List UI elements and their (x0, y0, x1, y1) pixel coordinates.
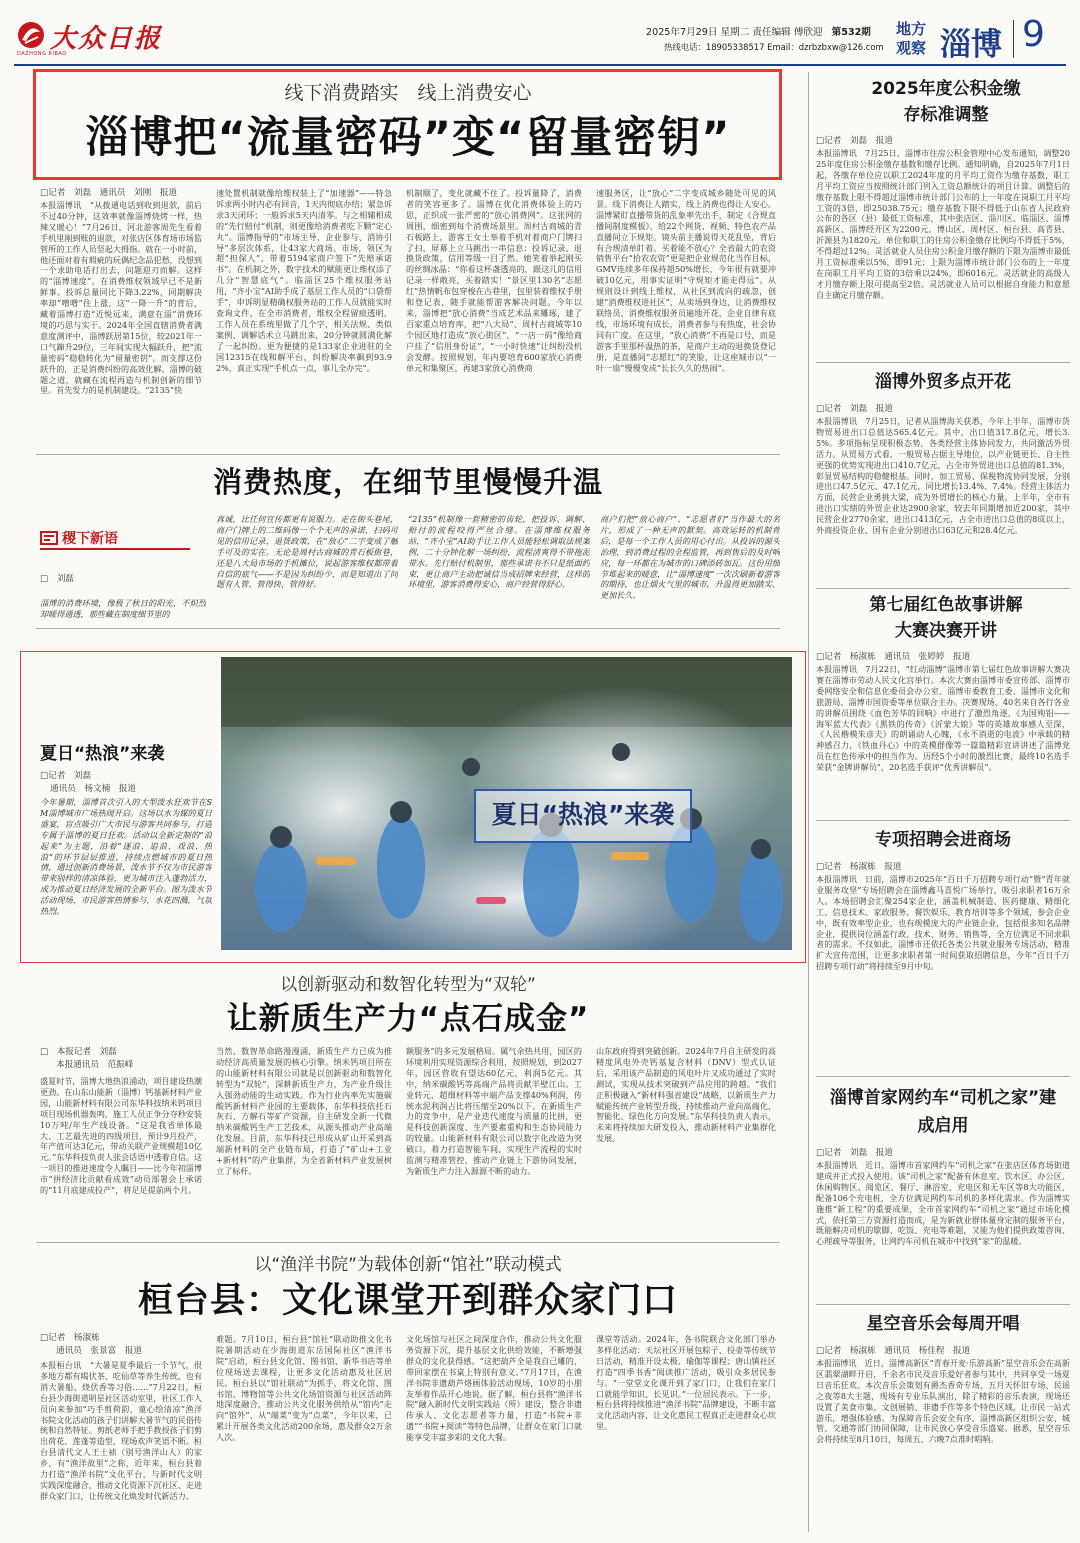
lead-col-4: 速服务区，让“放心”二字变成城乡随处可见的风景。线下消费让人踏实，线上消费也得让人安心。淄博紧盯直播带货的乱象率先出手，制定《合规直播间制度模板》，给22个网货、视频、特色农产品直播间立下规矩。镜头前主播说得天花乱坠，背后有合规清单盯着。买着能不放心？全省最大的农资销售平台“拾农农资”更是把企业规范化当作目标，GMV连续多年保持超50%增长，今年很有就要冲破10亿元，用事实证明“守规矩才能走得远”。从规则设计到线上维权，从社区到流向的疏忽，创建“消费维权进社区”，从卖场到身边，让消费维权联络员、消费维权服务员遍地开花，企业自律有底线，市场环境有成长，消费者参与有热度，社会协同有广度。在这里，“放心消费”不再是口号，而是游客手里那杯温热的茶，是商户主动的退换货登记册，是直播间“志愿红”的笑脸，让这座城市以“一叶一扇”慢慢变成“长长久久的热闹”。 (596, 188, 776, 373)
section-small-1: 地方 (896, 20, 927, 38)
page-number: 9 (1022, 14, 1045, 55)
sidebar-byline-4: □记者 杨淑栋 报道 (816, 862, 902, 872)
lead-col-3: 机制顺了，变化就藏不住了。投诉量降了，消费者的笑容更多了。淄博在优化消费体验上的巧思，正织成一张严密的“放心消费网”。这张网的周围，细密到每个消费场景里。周村古商城的青石板路上，游客王女士举着手机对着商户门牌扫了扫，屏幕上立马跳出一串信息：投诉记录、退换货政策，信用等级一目了然。她笑着举起刚买的丝绸冰晶：“你看这杯盏透亮的，跟这儿的信用记录一样敞亮，买着踏实！”景区里130名“志愿红”热情帆布包穿梭在古巷里，包里装着维权手册和登记表，随手就能帮游客解决问题。今年以来，淄博把“放心消费”当成艺术品来雕琢，建了百家重点培育库，把“八大局”、周村古商城等10个园区地打造成“放心街区”，“一店一码”像给商户挂了“信用身份证”，“一小时快速”让纠纷没机会发酵。按照规划，年内要培育600家放心消费单元和集聚区，再建3家放心消费商 (406, 188, 582, 373)
huantai-col-4: 课堂等活动。2024年，各书院联合文化部门举办多样化活动：天坛社区开展包粽子、投壶等传统节日活动，精准开设太极、瑜伽等课程；唐山镇社区打造“四季书香”阅读推广活动，吸引众多居民参与。“一堂堂文化课开到了家门口，让我们在家门口就能学知识、长见识。”一位居民表示。下一步，桓台县将持续推进“渔洋书院”品牌建设，不断丰富文化活动内容，让文化惠民工程真正走进群众心坎里。 (596, 1334, 776, 1432)
sidebar-title-3: 第七届红色故事讲解大赛决赛开讲 (869, 595, 1023, 641)
summer-title: 夏日“热浪”来袭 (40, 744, 165, 764)
sidebar-title-4: 专项招聘会进商场 (875, 830, 1011, 850)
sidebar-title-2: 淄博外贸多点开花 (875, 372, 1011, 392)
masthead-rule (14, 64, 1066, 66)
sidebar-body-4: 本报淄博讯 日前，淄博市2025年“百日千万招聘专项行动”暨“青年就业服务攻坚”专场招聘会在淄博鑫马喜悦广场举行，吸引求职者16万余人。本场招聘会汇聚254家企业，涵盖机械制造、医药健康、精细化工、信息技术、家政服务、餐饮娱乐、教育培训等多个领域，参会企业中，既有效率型企业，也有规模庞大的产业链企业，包括很多知名品牌企业，提供岗位涵盖行政、技术、财务、销售等，全方位满足不同求职者的需求。不仅如此，淄博市还依托各类公共就业服务专场活动，精准扩大宣传范围，让更多求职者第一时间获取招聘信息，今年“百日千万招聘专项行动”将持续至9月中旬。 (816, 874, 1070, 972)
lead-title: 淄博把“流量密码”变“留量密钥” (85, 113, 731, 163)
column-tag-label: 稷下新语 (62, 531, 118, 547)
essay-col-1: 真诚，比任何宣传都更有说服力。走在街头巷尾，商户门牌上的二维码像一个个无声的承诺，扫码可见的信用记录、退货政策，在“放心”二字变成了触手可及的实在。无论是周村古商城的青石板街巷，还是八大局市场的手机摊位，说起游客维权都带着自信的底气——不是因为纠纷少，而是知道出了问题有人管、管得快、管得好。 (216, 514, 398, 590)
sidebar-body-5: 本报淄博讯 近日，淄博市首家网约车“司机之家”在张店区体育场街道建成并正式投入使用。该“司机之家”配备有休息室、饮水区、办公区、休闲购物区、阅览区、餐厅、淋浴室、充电区和无车区等8大功能区，配备106个充电桩，全方位满足网约车司机的多样化需求。作为淄博实施推“新工程”的重要成果，全市首家网约车“司机之家”通过市场化模式，依托第三方资源打造而成，是为新就业群体量身定制的服务平台，既能解决司机的歇脚、吃饭、充电等难题，又能为他们提供政策咨询、心理疏导等服务，让网约车司机在城市中找到“家”的温暖。 (816, 1160, 1070, 1247)
essay-intro: 淄博的消费环境，像极了秋日的阳光，不炽烈却暖得通透，那些藏在制度细节里的 (40, 598, 206, 619)
summer-byline-1: □记者 刘磊 (40, 771, 92, 781)
section-small-2: 观察 (896, 39, 927, 57)
masthead (0, 0, 1080, 68)
innovation-byline-2: 本报通讯员 范振峰 (56, 1060, 134, 1070)
date-line (646, 24, 871, 38)
logo-sub: DAZHONG RIBAO (17, 51, 67, 57)
sidebar-divider (808, 72, 809, 1532)
sidebar-title-5: 淄博首家网约车“司机之家”建成启用 (829, 1088, 1057, 1136)
innovation-kicker: 以创新驱动和数智化转型为“双轮” (280, 975, 536, 995)
innovation-byline-1: □ 本报记者 刘磊 (40, 1047, 117, 1057)
innovation-col-2: 当然、数智革命路漫漫涌，新质生产力已成为推动经济高质量发展的核心引擎。纳米钙项目所在的山能新材料有限公司就是以创新驱动和数智化转型为“双轮”，深耕新质生产力，为产业升级注入强劲动能的生动实践。作为行业内率先实施碳酸钙新材料产业园的主要载体，东华科技依托石灰石、方解石等矿产资源，自主研发全新一代微纳米碳酸钙生产工艺技术，从源头推动产业高端化发展。目前，东华科技已形成从矿山开采到高端新材料的全产业链布局，打造了“矿山+工业+新材料”的产业集群，为全省新材料产业发展树立了标杆。 (216, 1046, 392, 1176)
sidebar-byline-2: □记者 刘磊 报道 (816, 404, 893, 414)
sidebar-body-2: 本报淄博讯 7月25日，记者从淄博海关获悉，今年上半年，淄博市货物贸易进出口总值达565.4亿元。其中，出口值317.8亿元，增长3.5%。多项指标呈现积极态势，各类经营主体协同发力，共同激活外贸活力。从贸易方式看，一般贸易占据主导地位，以产业链更长、自主性更强的优势实现进出口410.7亿元，占全市外贸进出口总值的81.3%，彰显贸易结构的稳健根基。同时，加工贸易、保税物流协同发展，分别进出口47.5亿元、47.1亿元，同比增长13.4%、7.4%。经营主体活力方面，民营企业勇挑大梁，成为外贸增长的核心力量。上半年，全市有进出口实绩的外贸企业达2900余家，较去年同期增加近200家，其中民营企业2770余家，进出口413亿元，占全市进出口总值的8成以上，外商投资企业、国有企业分别进出口63亿元和28.4亿元。 (816, 416, 1070, 536)
huantai-col-2: 难题。7月10日，桓台县“馆社”联动助推文化书院暑期活动在少海街道东岳国际社区“渔洋书院”启动，桓台县文化馆、图书馆、新华书店等单位现场送去课程，让更多文化活动惠及社区居民。桓台县以“馆社联动”为抓手，将文化馆、图书馆、博物馆等公共文化场馆资源与社区活动阵地深度融合，推动公共文化服务供给从“馆内”走向“馆外”、从“端菜”变为“点菜”，今年以来，已累计开展各类文化活动200余场，惠及群众2万余人次。 (216, 1334, 392, 1443)
newspaper-logo-icon (16, 20, 46, 50)
sidebar-title-6: 星空音乐会每周开唱 (866, 1314, 1020, 1334)
lead-col-1: 本报淄博讯 “从拨通电话到收到退款，前后不过40分钟，这效率就像淄博烧烤一样，热辣又暖心！”7月26日，河北游客周先生看着手机里刚到账的退款，对张店区体育场市场监管所的工作人员竖起大拇指。就在一小时前，他还面对着有瑕疵的玩偶纪念品犯愁，没想到一个求助电话打出去，问题迎刃而解。这样的“淄博速度”，在消费维权领域早已不是新鲜事。投诉总量同比下降3.22%，同期解决率却“噌噌”往上涨，这“一降一升”的背后，藏着淄博打造“近悦远来，满意在淄”消费环境的巧思与实干。2024年全国直辖消费者满意度测评中，淄博跃居第15位，较2021年一口气蹿升29位，三年间实现大幅跃升，把“流量密码”稳稳转化为“留量密钥”。而支撑这份跃升的，正是消费纠纷的高效化解。淄博的破题之道，就藏在流程再造与机制创新的细节里。首先发力的是机制建设。“2135”快 (40, 200, 202, 396)
rule-lead-bottom (36, 454, 780, 455)
issue-number: 第532期 (831, 27, 871, 38)
sidebar-rule-1 (816, 362, 1070, 363)
huantai-kicker: 以“渔洋书院”为载体创新“馆社”联动模式 (254, 1255, 562, 1275)
lead-col-2: 速处置机制就像给维权装上了“加速器”——特急诉求两小时内必有回音，1天内彻底办结；紧急诉求3天闭环；一般诉求5天内清零。与之相辅相成的“先行赔付”机制，则更像给消费者吃下颗“定心丸”。淄博指导的“市场主导、企业参与、消协引导”多层次体系，让43家大商场、市场，领区为超“担保人”，带着5194家商户签下“先赔承诺书”。在机制之外，数字技术的赋能更让维权添了几分“智慧底气”。临淄区25个维权服务站用，“齐小宝”AI助手成了基层工作人员的“口袋帮手”，申诉明显精确权服务站的工作人员就能实时查询文件，在全市消费者，维权全程留痕透明，工作人员在系统里做了几个字，相关法规、类似案例、调解话术立马跳出来，20分钟就圆满化解了一起纠纷。更为便捷的是133家企业进驻的全国12315在线和解平台，纠纷解决率飙到93.92%，真正实现“手机点一点，事儿全办完”。 (216, 188, 392, 373)
column-tag-underline (40, 548, 190, 550)
hotline: 热线电话：18905338517 Email：dzrbzbxw@126.com (664, 42, 884, 52)
sidebar-body-3: 本报淄博讯 7月22日，“红动淄博”淄博市第七届红色故事讲解大赛决赛在淄博市劳动人民文化宫举行。本次大赛由淄博市委宣传部、淄博市委网络安全和信息化委员会办公室、淄博市委教育工委、淄博市文化和旅游局、淄博市国资委等单位联合主办。决赛现场，40名来自各行各业的讲解员围绕《血色芳华的回响》中进行了激烈角逐，《为国殉铝——海军蓝大代表》《黑铁的传奇》《沂蒙大娘》等的英雄故事感人至深，《人民楷模朱彦夫》的朗诵动人心魄，《永不消逝的电波》中承载的精神感召力，《铁血丹心》中的英模群像等一篇篇精彩宣讲讲述了淄博党员在红色传承中的担当作为。历经5个小时的激烈比赛，最终10名选手荣获“金牌讲解员”，20名选手获评“优秀讲解员”。 (816, 664, 1070, 773)
huantai-col-1: 本报桓台讯 “大暑是夏季最后一个节气，很多地方都有喝伏茶、吃仙草等养生传统，也有消大暑船、烧伏香等习俗……”7月22日，桓台县少海街道明星社区活动室里，社区工作人员向来参加“巧手剪荷韵，童心绘清凉”渔洋书院文化活动的孩子们讲解大暑节气的民俗传统和自然特征。剪纸老师手把手教授孩子们剪出荷花、莲蓬等造型，现场欢声笑语不断。桓台县清代文人王士祯（别号渔洋山人）的家乡，有“渔洋故里”之称，近年来，桓台县着力打造“渔洋书院”文化平台，与新时代文明实践深度融合，推动文化资源下沉社区、走进群众家门口，让传统文化焕发时代新活力。 (40, 1360, 202, 1501)
sidebar-title-1: 2025年度公积金缴存标准调整 (871, 79, 1021, 125)
lead-kicker: 线下消费踏实 线上消费安心 (284, 82, 532, 104)
date-text: 2025年7月29日 星期二 责任编辑 傅欣迎 (646, 27, 823, 38)
page-divider (1013, 20, 1014, 58)
sidebar-rule-2 (816, 588, 1070, 589)
summer-byline-2: 通讯员 杨文楠 报道 (50, 784, 136, 794)
column-tag-icon (40, 531, 58, 545)
sidebar-body-1: 本报淄博讯 7月25日，淄博市住房公积金管理中心发布通知，调整2025年度住房公积金缴存基数和缴存比例。通知明确，自2025年7月1日起，各缴存单位应以职工2024年度的月平均工资作为缴存基数，职工月平均工资应当按照统计部门列入工资总额统计的项目计算。调整后的缴存基数上限不得超过淄博市统计部门公布的上一年度在岗职工月平均工资的3倍，即25038.75元；缴存基数下限不得低于山东省人民政府公布的各区（县）最低工资标准，其中张店区、淄川区、临淄区、淄博高新区、淄博经开区为2200元，博山区、周村区、桓台县、高青县、沂源县为1820元。单位和职工的住房公积金缴存比例均不得低于5%，不得超过12%。灵活就业人员住房公积金月缴存额的下限为淄博市最低月工资标准乘以5%，即91元；上限为淄博市统计部门公布的上一年度在岗职工月平均工资的3倍乘以24%，即6016元。灵活就业的高级人才月缴存额上限可提高至2倍。灵活就业人员可以根据自身能力和意愿自主确定月缴存额。 (816, 148, 1070, 300)
innovation-col-1: 盛夏时节，淄博大地热浪涌动，项目建设热潮更劲。在山东山能新（淄博）钙基新材料产业园，山能新材料有限公司东华科技纳米钙项目项目现场机器轰鸣，施工人员正争分夺秒安装10万吨/年生产线设备。“这是我省单体最大、工艺最先进的四级项目，预计9月投产，年产值可达3亿元，带动关联产业规模超10亿元。”东华科技负责人张会话语中透着自信。这一项目的推进速度令人瞩目——比今年初淄博市“拼经济比贡献看成效”动员部署会上承诺的“11月底建成投产”，将足足提前两个月。 (40, 1076, 202, 1196)
huantai-col-3: 文化场馆与社区之间深度合作，推动公共文化服务资源下沉，提升基层文化供给效能，不断增强群众的文化获得感。“这把葫芦全是我自己雕的，带回家摆在书桌上特别有意义。”7月17日，在渔洋书院非遗葫芦烙画体验活动现场，10岁的小朋友举着作品开心地说。据了解，桓台县将“渔洋书院”融入新时代文明实践站（所）建设，整合非遗传承人、文化志愿者等力量，打造“书院+非遗”“书院+阅读”等特色品牌，让群众在家门口就能享受丰富多彩的文化大餐。 (406, 1334, 582, 1443)
water-festival-photo (221, 657, 792, 950)
rule-essay-bottom (36, 628, 780, 629)
column-tag (40, 528, 200, 548)
sidebar-byline-1: □记者 刘磊 报道 (816, 136, 893, 146)
sidebar-rule-3 (816, 820, 1070, 821)
sidebar-rule-4 (816, 1076, 1070, 1077)
photo-caption: 夏日“热浪”来袭 (491, 800, 675, 829)
essay-col-3: 商户们把“放心商户”、“志愿者们”当作最大的名片，形成了一种无声的默契。高效运转的机制背后，是每一个工作人员的用心付出。从投诉的源头治理，到消费过程的全程监管，再到售后的及时响应，每一环都在为城市的口碑添砖加瓦。这份用细节堆起来的暖意，让“淄博速度”一次次刷新着游客的期待，也让烟火气里的城市，升温得更加踏实、更加长久。 (600, 514, 780, 601)
essay-author: □ 刘磊 (40, 574, 74, 584)
essay-col-2: “2135”机制像一套精密的齿轮，把投诉、调解、赔付的流程咬得严丝合缝。在淄博维权服务站，“齐小宝”AI助手让工作人员能轻松调取法规案例，二十分钟化解一场纠纷，流程清爽得不带拖泥带水。先行赔付机制里，那些承诺书不只是纸面约束，更让商户主动把诚信当成招牌来经营，这样的环境里，游客消费得安心，商户经营得舒心。 (408, 514, 590, 590)
summer-body: 今年暑期，淄博首次引入的大型泼水狂欢节在SM淄博城市广场热闹开启。这场以水为媒的夏日盛宴，盲点吸引广大市民与游客共同参与，打造专属于淄博的夏日狂欢。活动以全新定制的“浪起来”为主题，沿着“逐浪、追浪、戏浪、热浪”的环节层层推进，持续点燃城市的夏日热情，通过创新消费场景，泼水节不仅为市民游客带来别样的清凉体验，更为城市注入蓬勃活力，成为推动夏日经济发展的全新平台。图为泼水节活动现场，市民游客热情参与，水花四溅，气氛热烈。 (40, 797, 212, 917)
logo-text: 大众日报 (50, 24, 163, 54)
rule-innov-bottom (36, 1242, 780, 1243)
section-city: 淄博 (940, 27, 1002, 63)
sidebar-rule-5 (816, 1304, 1070, 1305)
huantai-title: 桓台县：文化课堂开到群众家门口 (137, 1281, 678, 1321)
innovation-col-4: 山东政府得到突破创新。2024年7月自主研发的高精度风电外壳钙基复合材料（DNV）型式认证后，采用该产品制造的风电叶片又成功通过了实时测试，实现从技术突破到产品应用的跨越。“我们正积极融入“新材料强省建设”战略，以新质生产力赋能传统产业转型升级，持续推动产业向高端化、智能化、绿色化方向发展。”东华科技负责人表示，未来将持续加大研发投入，推动新材料产业集群化发展。 (596, 1046, 776, 1144)
sidebar-body-6: 本报淄博讯 近日，淄博高新区“青春开麦·乐游高新”星空音乐会在高新区翡翠湖畔开启，千余名市民及音乐爱好者参与其中，共同享受一场夏日音乐狂欢。本次音乐会策划有爵杰香奇专场、五月天怀旧专场、民谣之夜等8大主题，现场有专业乐队演出，除了精彩的音乐表演，现场还设置了美食市集、文创展销、非遗手作等多个特色区域，让市民一站式游乐，增强体验感。为保障音乐会安全有序，淄博高新区组织公安、城管、交通等部门协同保障，让市民放心享受音乐盛宴。据悉，星空音乐会将持续至8月10日，每周五、六晚7点准时唱响。 (816, 1358, 1070, 1445)
lead-byline: □记者 刘磊 通讯员 刘刚 报道 (40, 188, 178, 198)
innovation-title: 让新质生产力“点石成金” (226, 1001, 590, 1037)
essay-title: 消费热度，在细节里慢慢升温 (212, 465, 603, 499)
sidebar-byline-6: □记者 杨淑栋 通讯员 杨佳程 报道 (816, 1346, 971, 1356)
sidebar-byline-5: □记者 刘磊 报道 (816, 1148, 893, 1158)
innovation-col-3: 额服务”的多元发展格局。属气余热共用，园区的环境利用实现资源综合利用，按照规划，到2027年，园区营收有望达60亿元，利润5亿元。其中，纳米碳酸钙等高端产品将贡献半壁江山。工业转元、超细材料等中端产品支撑40%利润，传统水泥利润占比将压缩至20%以下。在新质生产力的竞争中，是产业迭代速度与质量的比拼，更是科技创新深度、生产要素重构和生态协同能力的较量。山能新材料有限公司以数字化改造为突破口，着力打造智能车间，实现生产流程的实时监测与精准管控，推动产业链上下游协同发展，为新质生产力注入源源不断的动力。 (406, 1046, 582, 1176)
sidebar-byline-3: □记者 杨淑栋 通讯员 张婷婷 报道 (816, 652, 971, 662)
huantai-byline-2: 通讯员 张景富 报道 (56, 1346, 142, 1356)
huantai-byline-1: □记者 杨淑栋 (40, 1333, 100, 1343)
